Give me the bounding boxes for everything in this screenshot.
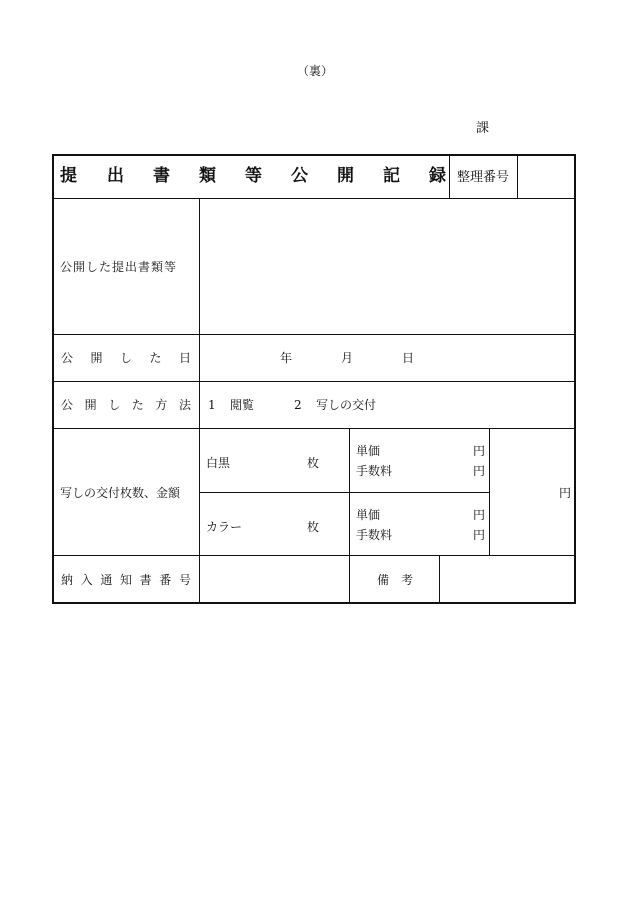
method-label: 公 開 し た 方 法: [61, 398, 191, 412]
copies-label: 写しの交付枚数、金額: [60, 486, 181, 500]
color-fee-label: 手数料: [356, 528, 393, 542]
col-divider-title: [449, 156, 450, 198]
reg-no-label: 整理番号: [457, 170, 510, 185]
mono-fee-label: 手数料: [356, 464, 393, 478]
form-title-char: 等: [245, 166, 262, 186]
form-title-char: 開: [337, 166, 354, 186]
row-divider-method: [54, 428, 574, 429]
form-title-char: 公: [291, 166, 308, 186]
method-option-copy[interactable]: 写しの交付: [316, 398, 377, 412]
mono-label: 白黒: [206, 456, 231, 470]
disclosed-docs-field[interactable]: [200, 199, 574, 334]
date-day-label: 日: [402, 351, 415, 365]
page-side-label: （裏）: [296, 64, 333, 78]
disclosed-docs-label: 公開した提出書類等: [60, 260, 178, 274]
reg-no-field[interactable]: [518, 156, 574, 198]
form-title-char: 提: [60, 166, 77, 186]
col-divider-price: [489, 428, 490, 555]
mono-sheet-unit: 枚: [307, 456, 320, 470]
method-option-2-number: 2: [294, 398, 302, 412]
row-divider-mono-color: [199, 492, 489, 493]
remarks-field[interactable]: [440, 556, 574, 602]
notice-no-label: 納 入 通 知 書 番 号: [61, 573, 191, 587]
disclosure-record-form: [52, 154, 576, 604]
form-title-char: 書: [153, 166, 170, 186]
mono-unit-price-label: 単価: [356, 444, 381, 458]
date-month-label: 月: [341, 351, 354, 365]
color-unit-price-label: 単価: [356, 508, 381, 522]
form-title-char: 類: [199, 166, 216, 186]
date-label: 公 開 し た 日: [61, 351, 191, 365]
mono-unit-price-yen: 円: [473, 444, 486, 458]
color-label: カラー: [206, 520, 243, 534]
total-yen: 円: [559, 486, 572, 500]
col-divider-count: [349, 428, 350, 602]
section-label: 課: [476, 121, 490, 136]
date-year-label: 年: [280, 351, 293, 365]
color-fee-yen: 円: [473, 528, 486, 542]
notice-no-field[interactable]: [200, 556, 349, 602]
color-unit-price-yen: 円: [473, 508, 486, 522]
mono-fee-yen: 円: [473, 464, 486, 478]
form-title-char: 記: [383, 166, 400, 186]
form-title-char: 録: [429, 166, 446, 186]
form-title-char: 出: [107, 166, 124, 186]
method-option-view[interactable]: 閲覧: [230, 398, 255, 412]
row-divider-docs: [54, 334, 574, 335]
remarks-label: 備 考: [377, 573, 413, 587]
color-sheet-unit: 枚: [307, 520, 320, 534]
row-divider-date: [54, 381, 574, 382]
method-option-1-number: 1: [208, 398, 216, 412]
